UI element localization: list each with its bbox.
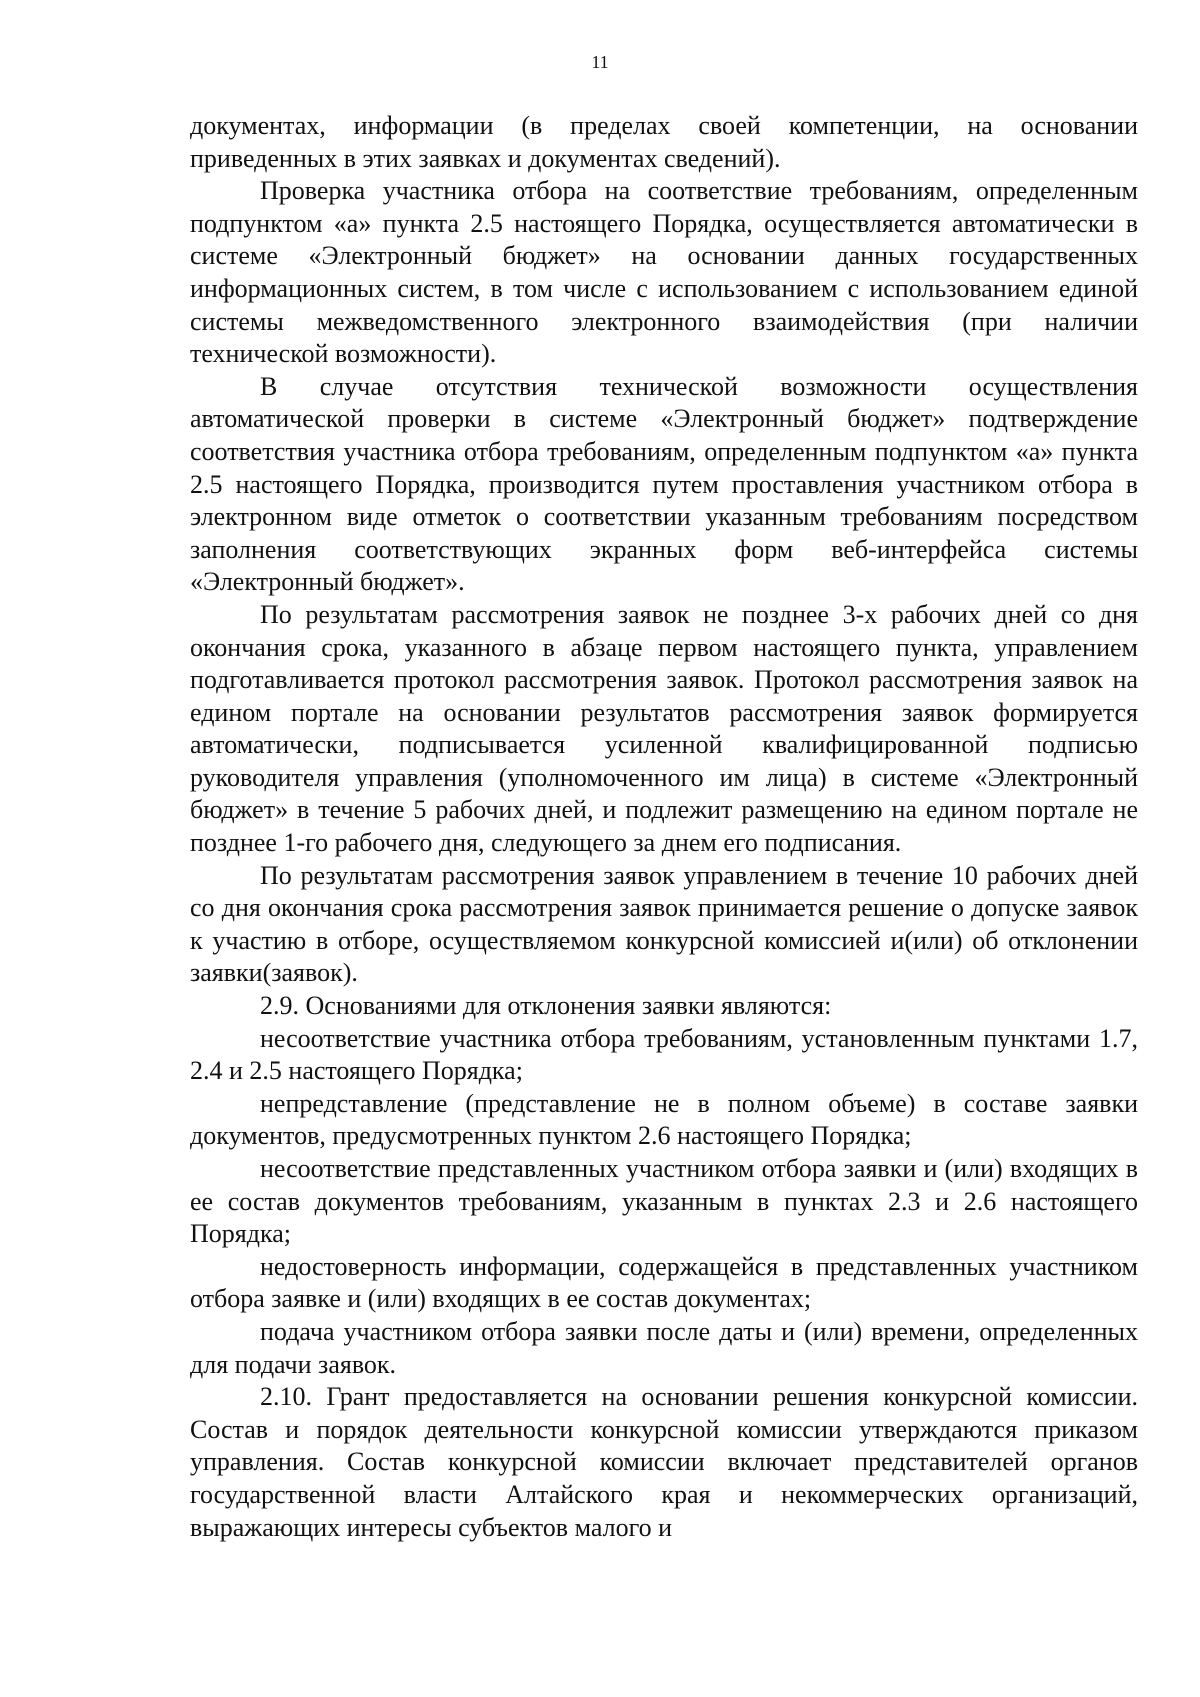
paragraph: По результатам рассмотрения заявок управлением в течение 10 рабочих дней со дня окончания срока рассмотрения заявок принимается решение о допуске заявок к участию в отборе, осуществляемом конкурсной комиссией и(или) об отклонении заявки(заявок). xyxy=(190,860,1138,988)
list-item: несоответствие участника отбора требованиям, установленным пунктами 1.7, 2.4 и 2.5 настоящего Порядка; xyxy=(190,1023,1138,1086)
list-item: несоответствие представленных участником отбора заявки и (или) входящих в ее состав документов требованиям, указанным в пунктах 2.3 и 2.6 настоящего Порядка; xyxy=(190,1154,1138,1249)
paragraph: В случае отсутствия технической возможности осуществления автоматической проверки в системе «Электронный бюджет» подтверждение соответствия участника отбора требованиям, определенным подпунктом «а» пункта 2.5 настоящего Порядка, производится путем проставления участником отбора в электронном виде отметок о соответствии указанным требованиям посредством заполнения соответствующих экранных форм веб-интерфейса системы «Электронный бюджет». xyxy=(190,371,1138,597)
list-item: непредставление (представление не в полном объеме) в составе заявки документов, предусмотренных пунктом 2.6 настоящего Порядка; xyxy=(190,1088,1138,1151)
list-item: недостоверность информации, содержащейся в представленных участником отбора заявке и (или) входящих в ее состав документах; xyxy=(190,1251,1138,1314)
document-body xyxy=(190,110,1138,1544)
paragraph: Проверка участника отбора на соответствие требованиям, определенным подпунктом «а» пункта 2.5 настоящего Порядка, осуществляется автоматически в системе «Электронный бюджет» на основании данных государственных информационных систем, в том числе с использованием с использованием единой системы межведомственного электронного взаимодействия (при наличии технической возможности). xyxy=(190,176,1138,369)
page-number: 11 xyxy=(591,52,609,72)
list-item: подача участником отбора заявки после даты и (или) времени, определенных для подачи заявок. xyxy=(190,1316,1138,1379)
paragraph: По результатам рассмотрения заявок не позднее 3-х рабочих дней со дня окончания срока, указанного в абзаце первом настоящего пункта, управлением подготавливается протокол рассмотрения заявок. Протокол рассмотрения заявок на едином портале на основании результатов рассмотрения заявок формируется автоматически, подписывается усиленной квалифицированной подписью руководителя управления (уполномоченного им лица) в системе «Электронный бюджет» в течение 5 рабочих дней, и подлежит размещению на едином портале не позднее 1-го рабочего дня, следующего за днем его подписания. xyxy=(190,599,1138,858)
paragraph: 2.10. Грант предоставляется на основании решения конкурсной комиссии. Состав и порядок деятельности конкурсной комиссии утверждаются приказом управления. Состав конкурсной комиссии включает представителей органов государственной власти Алтайского края и некоммерческих организаций, выражающих интересы субъектов малого и xyxy=(190,1382,1138,1542)
paragraph: документах, информации (в пределах своей компетенции, на основании приведенных в этих заявках и документах сведений). xyxy=(190,111,1138,173)
section-heading: 2.9. Основаниями для отклонения заявки являются: xyxy=(260,991,832,1021)
